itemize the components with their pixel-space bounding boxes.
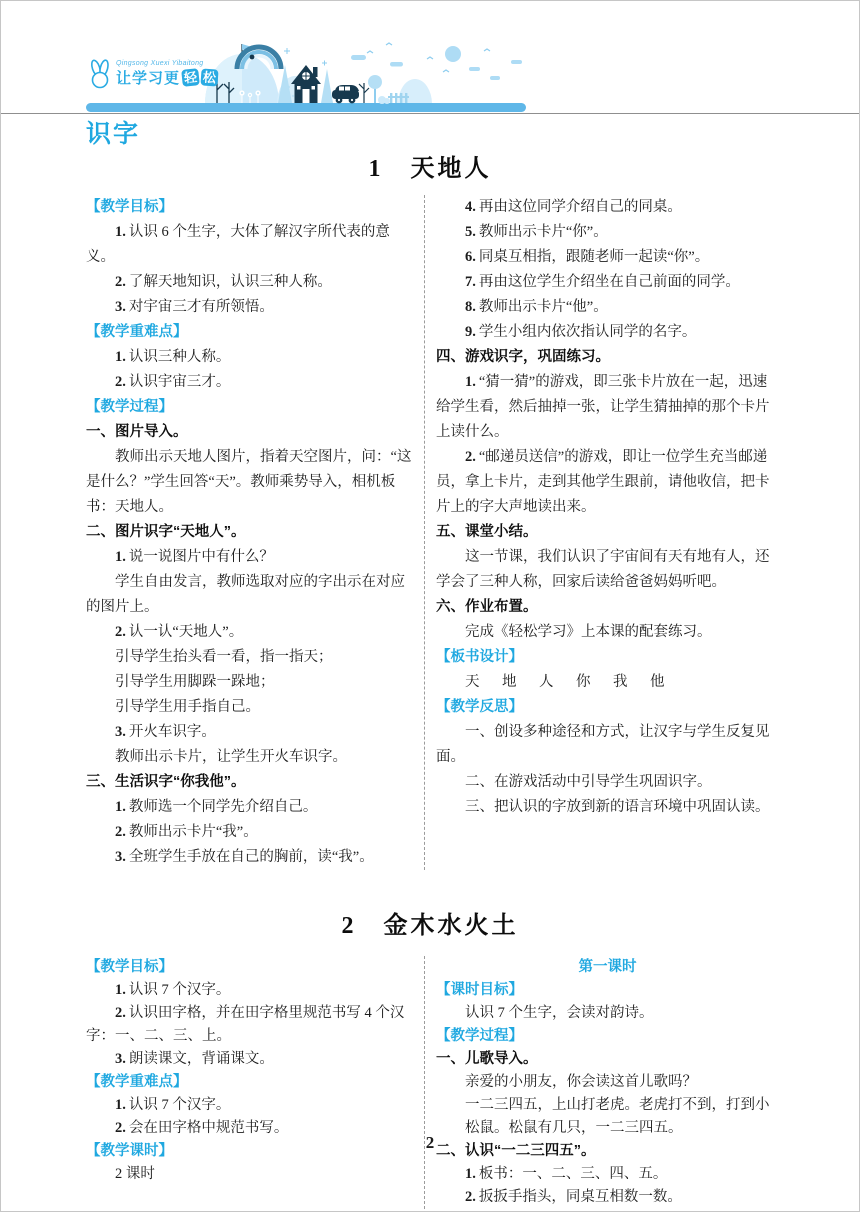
sparkle-icon xyxy=(284,48,327,66)
list-item: 2. 扳扳手指头，同桌互相数一数。 xyxy=(465,1189,682,1205)
list-item: 2. 会在田字格中规范书写。 xyxy=(115,1120,289,1136)
logo-title xyxy=(116,67,218,88)
lesson-2-right-column xyxy=(424,956,779,1209)
paragraph: 教师出示天地人图片，指着天空图片，问：“这是什么？”学生回答“天”。教师乘势导入，相机板书：天地人。 xyxy=(86,449,412,515)
list-item: 5. 教师出示卡片“你”。 xyxy=(465,224,608,240)
sun-icon xyxy=(445,46,461,62)
hill-right-icon xyxy=(398,79,432,104)
car-icon xyxy=(332,85,359,103)
list-item: 1. 认识三种人称。 xyxy=(115,349,231,365)
paragraph: 引导学生抬头看一看，指一指天； xyxy=(115,649,333,665)
logo-subtext: Qingsong Xuexi Yibaitong xyxy=(116,60,204,67)
paragraph: 一、创设多种途径和方式，让汉字与学生反复见面。 xyxy=(436,724,770,765)
logo-badge-song: 松 xyxy=(200,68,218,86)
paragraph: 引导学生用手指自己。 xyxy=(115,699,260,715)
list-item: 3. 开火车识字。 xyxy=(115,724,216,740)
list-item: 9. 学生小组内依次指认同学的名字。 xyxy=(465,324,697,340)
section-heading: 【教学目标】 xyxy=(86,199,173,215)
header-divider xyxy=(1,113,859,114)
section-heading: 【教学重难点】 xyxy=(86,1074,188,1090)
paragraph: 完成《轻松学习》上本课的配套练习。 xyxy=(465,624,712,640)
page-number: 2 xyxy=(425,1133,435,1152)
list-item: 6. 同桌互相指，跟随老师一起读“你”。 xyxy=(465,249,710,265)
section-heading: 【教学过程】 xyxy=(86,399,173,415)
logo-title-text: 让学习更 xyxy=(116,70,181,87)
rhyme-line: 一二三四五，上山打老虎。老虎打不到，打到小松鼠。松鼠有几只，一二三四五。 xyxy=(465,1097,770,1136)
section-heading: 【教学重难点】 xyxy=(86,324,188,340)
list-item: 7. 再由这位学生介绍坐在自己前面的同学。 xyxy=(465,274,740,290)
list-item: 1. 板书：一、二、三、四、五。 xyxy=(465,1166,668,1182)
logo-text-block xyxy=(116,60,218,88)
list-item: 8. 教师出示卡片“他”。 xyxy=(465,299,608,315)
lesson-2-title: 2 金木水火土 xyxy=(341,913,519,939)
board-text: 天 地 人 你 我 他 xyxy=(465,674,669,690)
process-step-heading: 二、图片识字“天地人”。 xyxy=(86,524,246,540)
section-heading: 【课时目标】 xyxy=(436,982,523,998)
process-step-heading: 一、图片导入。 xyxy=(86,424,188,440)
list-item: 1. 认识 7 个汉字。 xyxy=(115,982,231,998)
lesson-1-columns xyxy=(86,195,779,870)
process-step-heading: 四、游戏识字，巩固练习。 xyxy=(436,349,610,365)
lesson-1 xyxy=(1,151,859,870)
paragraph: 亲爱的小朋友，你会读这首儿歌吗？ xyxy=(465,1074,697,1090)
paragraph: 引导学生用脚跺一跺地； xyxy=(115,674,275,690)
unit-label: 识字 xyxy=(86,120,141,148)
list-item: 3. 对宇宙三才有所领悟。 xyxy=(115,299,274,315)
bare-tree-icon xyxy=(359,83,369,103)
pine-tree-icon xyxy=(321,69,333,103)
lesson-1-title: 1 天地人 xyxy=(368,156,492,182)
paragraph: 认识 7 个生字，会读对韵诗。 xyxy=(465,1005,654,1021)
section-heading: 【板书设计】 xyxy=(436,649,523,665)
process-step-heading: 一、儿歌导入。 xyxy=(436,1051,538,1067)
logo-badge-qing: 轻 xyxy=(181,68,200,87)
paragraph: 2 课时 xyxy=(115,1166,155,1182)
mascot-icon xyxy=(87,59,113,89)
paragraph: 学生自由发言，教师选取对应的字出示在对应的图片上。 xyxy=(86,574,405,615)
list-item: 1. 认识 7 个汉字。 xyxy=(115,1097,231,1113)
list-item: 4. 再由这位同学介绍自己的同桌。 xyxy=(465,199,682,215)
page-header xyxy=(1,33,859,113)
process-step-heading: 五、课堂小结。 xyxy=(436,524,538,540)
lesson-1-right-column xyxy=(424,195,779,870)
list-item: 2. “邮递员送信”的游戏，即让一位学生充当邮递员，拿上卡片，走到其他学生跟前，请他收信，把卡片上的字大声地读出来。 xyxy=(436,449,770,515)
process-step-heading: 三、生活识字“你我他”。 xyxy=(86,774,246,790)
list-item: 1. 教师选一个同学先介绍自己。 xyxy=(115,799,318,815)
house-icon xyxy=(291,65,321,103)
list-item: 2. 认一认“天地人”。 xyxy=(115,624,244,640)
lesson-2 xyxy=(1,908,859,1209)
lesson-1-left-column xyxy=(86,195,424,870)
section-heading: 【教学课时】 xyxy=(86,1143,173,1159)
paragraph: 教师出示卡片，让学生开火车识字。 xyxy=(115,749,347,765)
lesson-2-columns xyxy=(86,956,779,1209)
section-heading: 【教学目标】 xyxy=(86,959,173,975)
brand-logo xyxy=(87,59,218,89)
list-item: 1. 说一说图片中有什么？ xyxy=(115,549,274,565)
lesson-2-left-column xyxy=(86,956,424,1209)
list-item: 2. 认识田字格，并在田字格里规范书写 4 个汉字：一、二、三、上。 xyxy=(86,1005,405,1044)
paragraph: 这一节课，我们认识了宇宙间有天有地有人，还学会了三种人称，回家后读给爸爸妈妈听吧。 xyxy=(436,549,770,590)
paragraph: 二、在游戏活动中引导学生巩固识字。 xyxy=(465,774,712,790)
paragraph: 三、把认识的字放到新的语言环境中巩固认读。 xyxy=(465,799,770,815)
process-step-heading: 二、认识“一二三四五”。 xyxy=(436,1143,596,1159)
list-item: 3. 朗读课文，背诵课文。 xyxy=(115,1051,274,1067)
list-item: 2. 了解天地知识，认识三种人称。 xyxy=(115,274,332,290)
list-item: 1. 认识 6 个生字，大体了解汉字所代表的意义。 xyxy=(86,224,390,265)
period-heading: 第一课时 xyxy=(578,959,637,975)
list-item: 2. 认识宇宙三才。 xyxy=(115,374,231,390)
process-step-heading: 六、作业布置。 xyxy=(436,599,538,615)
section-heading: 【教学反思】 xyxy=(436,699,523,715)
list-item: 3. 全班学生手放在自己的胸前，读“我”。 xyxy=(115,849,374,865)
section-heading: 【教学过程】 xyxy=(436,1028,523,1044)
ground-bar xyxy=(86,103,526,112)
list-item: 1. “猜一猜”的游戏，即三张卡片放在一起，迅速给学生看，然后抽掉一张，让学生猜抽掉的那个卡片上读什么。 xyxy=(436,374,770,440)
list-item: 2. 教师出示卡片“我”。 xyxy=(115,824,258,840)
